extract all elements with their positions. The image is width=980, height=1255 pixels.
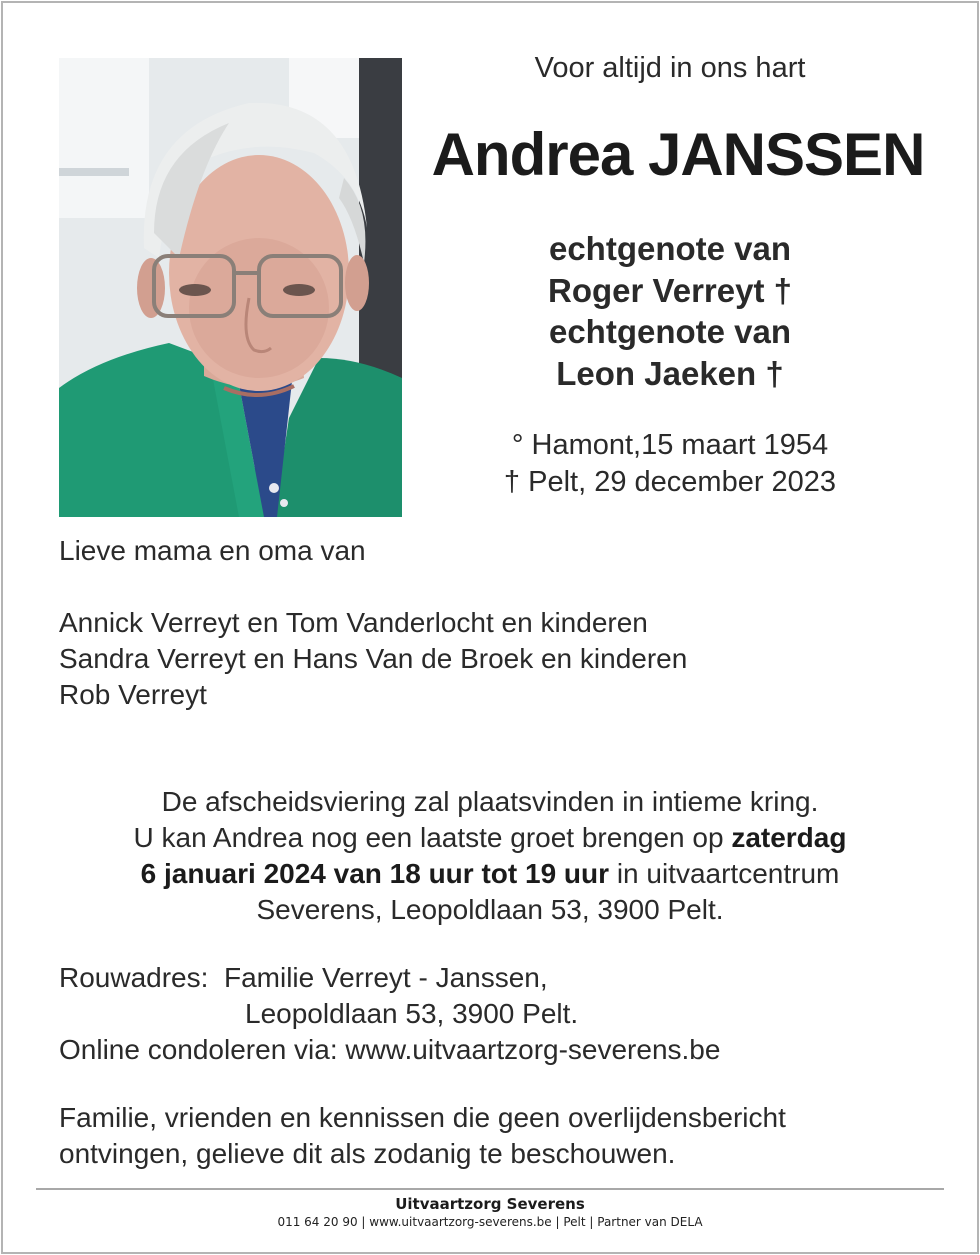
deceased-name: Andrea JANSSEN — [431, 121, 925, 188]
deceased-cross-icon: † — [765, 354, 784, 392]
online-condolence — [59, 1032, 720, 1068]
motto: Voor altijd in ons hart — [534, 52, 806, 84]
ceremony-text-part: in uitvaartcentrum — [616, 858, 840, 889]
spouse-relation: echtgenote van — [548, 230, 792, 267]
footer-divider — [36, 1188, 944, 1190]
note-line: ontvingen, gelieve dit als zodanig te beschouwen. — [59, 1138, 676, 1169]
death-date-line — [430, 464, 910, 501]
portrait-illustration — [59, 58, 402, 517]
spouse-name-line — [430, 353, 910, 395]
spouses-block — [430, 228, 910, 394]
spouse-name: Leon Jaeken — [556, 354, 757, 392]
ceremony-text-part: U kan Andrea nog een laatste groet brengen op — [133, 822, 724, 853]
portrait-photo — [59, 58, 402, 517]
life-dates — [430, 427, 910, 501]
ceremony-line — [40, 820, 940, 856]
footer-website[interactable]: www.uitvaartzorg-severens.be — [369, 1215, 552, 1229]
death-date: Pelt, 29 december 2023 — [528, 466, 837, 498]
family-list — [59, 605, 687, 713]
family-member: Sandra Verreyt en Hans Van de Broek en kinderen — [59, 643, 688, 674]
online-label: Online condoleren via: — [59, 1034, 338, 1065]
deceased-cross-icon: † — [773, 271, 792, 309]
ceremony-location: Severens, Leopoldlaan 53, 3900 Pelt. — [256, 894, 724, 925]
ceremony-line — [40, 856, 940, 892]
family-member: Rob Verreyt — [59, 679, 207, 710]
notice-note — [59, 1100, 786, 1172]
spouse-name: Roger Verreyt — [548, 271, 765, 309]
spouse-relation: echtgenote van — [548, 313, 792, 350]
ceremony-text — [40, 784, 940, 928]
address-family: Familie Verreyt - Janssen, — [223, 962, 548, 993]
footer-place: Pelt — [563, 1215, 586, 1229]
ceremony-line: De afscheidsviering zal plaatsvinden in intieme kring. — [161, 786, 819, 817]
family-member: Annick Verreyt en Tom Vanderlocht en kinderen — [59, 607, 648, 638]
footer-contact: 011 64 20 90 | www.uitvaartzorg-severens.be | Pelt | Partner van DELA — [277, 1215, 703, 1229]
address-label: Rouwadres: — [59, 962, 209, 993]
footer-partner: Partner van DELA — [597, 1215, 703, 1229]
condolence-link[interactable]: www.uitvaartzorg-severens.be — [345, 1034, 721, 1065]
spouse-name-line — [430, 270, 910, 312]
mourning-address — [59, 960, 720, 1068]
cross-icon: † — [503, 466, 521, 498]
ceremony-date-time: 6 januari 2024 van 18 uur tot 19 uur — [140, 858, 610, 889]
footer-company: Uitvaartzorg Severens — [395, 1195, 585, 1213]
note-line: Familie, vrienden en kennissen die geen overlijdensbericht — [59, 1102, 786, 1133]
footer-phone: 011 64 20 90 — [277, 1215, 358, 1229]
address-line — [59, 960, 720, 996]
family-intro: Lieve mama en oma van — [59, 535, 366, 566]
address-street: Leopoldlaan 53, 3900 Pelt. — [245, 998, 579, 1029]
ceremony-day: zaterdag — [731, 822, 847, 853]
birth-date: ° Hamont,15 maart 1954 — [511, 429, 829, 461]
